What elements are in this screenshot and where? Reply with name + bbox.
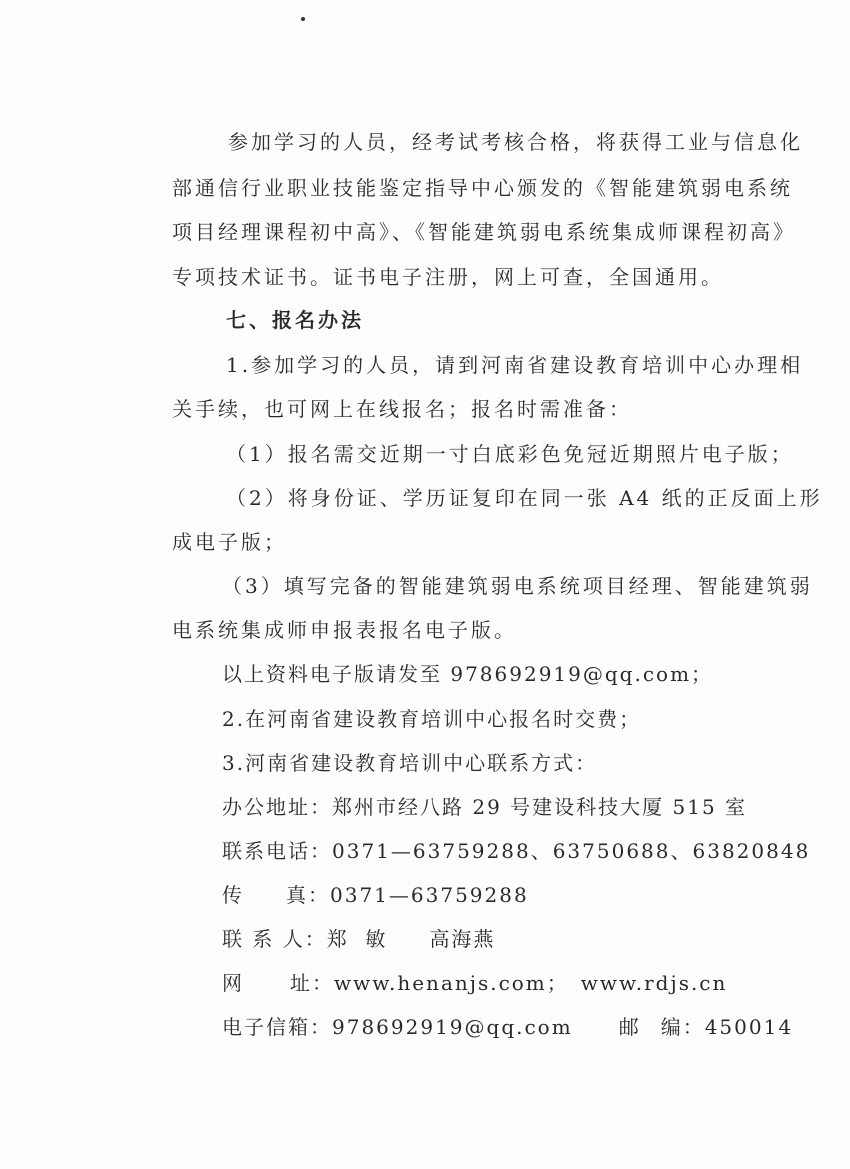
email-zip-row (222, 1013, 793, 1041)
sub-item-line: （3）填写完备的智能建筑弱电系统项目经理、智能建筑弱 (222, 574, 813, 598)
zip-label-rest: 编： (660, 1015, 705, 1039)
email-note: 以上资料电子版请发至 978692919@qq.com； (222, 662, 714, 686)
website-link-2[interactable]: www.rdjs.cn (580, 971, 728, 995)
paragraph-line: 专项技术证书。证书电子注册，网上可查，全国通用。 (172, 265, 724, 289)
contact-person-row (222, 925, 495, 953)
fax-row (222, 881, 529, 909)
website-link-1[interactable]: www.henanjs.com； (334, 971, 569, 995)
phone-row (222, 837, 810, 865)
fax-value: 0371—63759288 (330, 883, 529, 907)
address-label: 办公地址： (222, 795, 332, 819)
email-label: 电子信箱： (222, 1015, 332, 1039)
fax-label-first-char: 传 (222, 883, 244, 907)
contact-person-label: 联 系 人： (222, 927, 327, 951)
sub-item-line: 电系统集成师申报表报名电子版。 (172, 618, 517, 642)
website-row (222, 969, 727, 997)
list-item-line: 1.参加学习的人员，请到河南省建设教育培训中心办理相 (226, 353, 804, 377)
contact-person-1: 郑 敏 (326, 927, 388, 951)
fax-label-rest: 真： (286, 883, 330, 907)
zip-value: 450014 (704, 1015, 794, 1039)
phone-label: 联系电话： (222, 839, 332, 863)
website-label-first-char: 网 (222, 971, 244, 995)
paragraph-line: 部通信行业职业技能鉴定指导中心颁发的《智能建筑弱电系统 (172, 176, 793, 200)
sub-item-line: （1）报名需交近期一寸白底彩色免冠近期照片电子版； (226, 442, 794, 466)
sub-item-line: （2）将身份证、学历证复印在同一张 A4 纸的正反面上形 (226, 486, 823, 510)
phone-value: 0371—63759288、63750688、63820848 (332, 839, 811, 863)
paragraph-line: 项目经理课程初中高》、《智能建筑弱电系统集成师课程初高》 (172, 220, 796, 244)
email-value[interactable]: 978692919@qq.com (332, 1015, 573, 1039)
paragraph-line: 参加学习的人员，经考试考核合格，将获得工业与信息化 (228, 130, 803, 154)
address-row (222, 793, 747, 821)
scan-speck (301, 17, 305, 21)
section-heading: 七、报名办法 (226, 308, 364, 332)
address-value: 郑州市经八路 29 号建设科技大厦 515 室 (332, 795, 748, 819)
website-label-rest: 址： (290, 971, 334, 995)
contact-person-2: 高海燕 (429, 927, 496, 951)
list-item-line: 关手续，也可网上在线报名；报名时需准备： (172, 397, 632, 421)
sub-item-line: 成电子版； (172, 530, 287, 554)
list-item-line: 2.在河南省建设教育培训中心报名时交费； (222, 707, 642, 731)
list-item-line: 3.河南省建设教育培训中心联系方式： (222, 751, 598, 775)
zip-label-first-char: 邮 (618, 1015, 641, 1039)
